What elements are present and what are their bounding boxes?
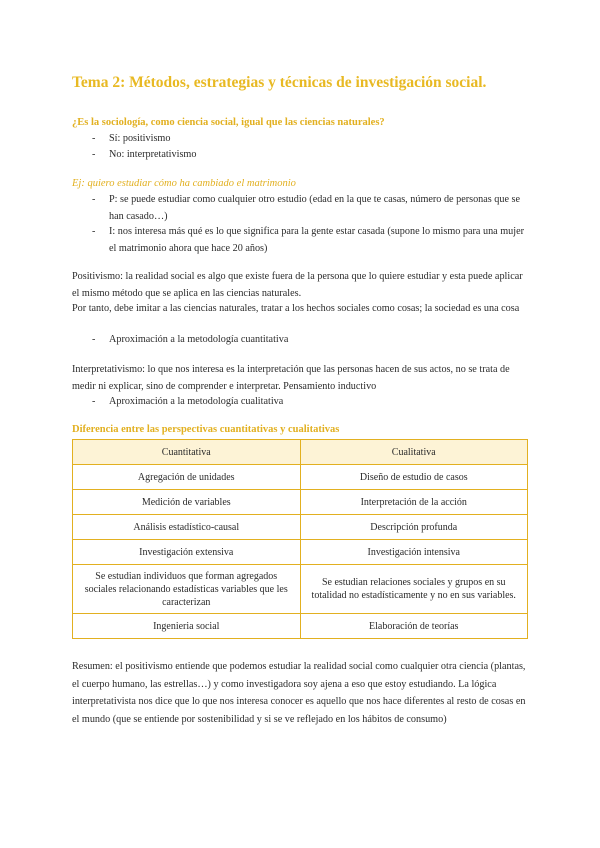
column-header-cuantitativa: Cuantitativa [73,440,301,465]
table-header-row [73,440,528,465]
list-item [92,332,532,349]
table-cell: Ingenieria social [73,614,301,639]
table-cell: Diseño de estudio de casos [300,465,528,490]
table-cell: Descripción profunda [300,515,528,540]
table-row [73,515,528,540]
bullet-text: Aproximación a la metodología cualitativa [109,396,284,407]
table-cell: Elaboración de teorías [300,614,528,639]
bullet-dash: - [92,396,96,407]
page-title: Tema 2: Métodos, estrategias y técnicas de investigación social. [72,74,487,91]
section2-heading: Ej: quiero estudiar cómo ha cambiado el matrimonio [72,178,296,189]
section1-question: ¿Es la sociología, como ciencia social, igual que las ciencias naturales? [72,117,385,128]
table-cell: Análisis estadístico-causal [73,515,301,540]
bullet-dash: - [92,226,96,237]
list-item [92,131,532,148]
interpretativismo-paragraph: Interpretativismo: lo que nos interesa es la interpretación que las personas hacen de sus actos, no se trata de medir ni explicar, sino de comprender e interpretar. Pensamiento inductivo [72,364,510,392]
comparison-table [72,439,528,639]
resumen-paragraph: Resumen: el positivismo entiende que podemos estudiar la realidad social como cualquier otra ciencia (plantas, el cuerpo humano, las estrellas…) y como investigadora soy ajena a eso que estoy estudiando. La lógica interpretativista nos dice que lo que nos interesa conocer es aquello que nos hace diferentes al resto de cosas en el mundo (que se entiende por sostenibilidad y si se ve reflejado en los hábitos de consumo) [72,661,526,725]
table-cell: Investigación extensiva [73,540,301,565]
table-cell: Interpretación de la acción [300,490,528,515]
bullet-dash: - [92,334,96,345]
positivismo-paragraph: Positivismo: la realidad social es algo que existe fuera de la persona que lo quiere estudiar y esta puede aplicar el mismo método que se aplica en las ciencias naturales. [72,271,523,299]
table-heading: Diferencia entre las perspectivas cuantitativas y cualitativas [72,424,340,435]
table-row [73,614,528,639]
table-cell: Medición de variables [73,490,301,515]
list-item [92,224,532,257]
positivismo-paragraph-2: Por tanto, debe imitar a las ciencias naturales, tratar a los hechos sociales como cosas; la sociedad es una cosa [72,303,520,314]
table-cell: Se estudian individuos que forman agregados sociales relacionando estadísticas variables que les caracterizan [73,565,301,614]
bullet-text: P: se puede estudiar como cualquier otro estudio (edad en la que te casas, número de personas que se han casado…) [109,194,521,222]
list-item [92,394,532,411]
list-item [92,147,532,164]
bullet-text: Aproximación a la metodología cuantitativa [109,334,289,345]
list-item [92,192,532,225]
table-row [73,465,528,490]
bullet-dash: - [92,133,96,144]
table-row [73,540,528,565]
column-header-cualitativa: Cualitativa [300,440,528,465]
table-cell: Se estudian relaciones sociales y grupos en su totalidad no estadísticamente y no en sus variables. [300,565,528,614]
table-row [73,490,528,515]
bullet-dash: - [92,149,96,160]
table-cell: Investigación intensiva [300,540,528,565]
table-cell: Agregación de unidades [73,465,301,490]
bullet-text: No: interpretativismo [109,149,197,160]
bullet-dash: - [92,194,96,205]
bullet-text: I: nos interesa más qué es lo que significa para la gente estar casada (supone lo mismo para una mujer el matrimonio ahora que hace 20 años) [109,226,524,254]
table-row [73,565,528,614]
bullet-text: Sí: positivismo [109,133,171,144]
